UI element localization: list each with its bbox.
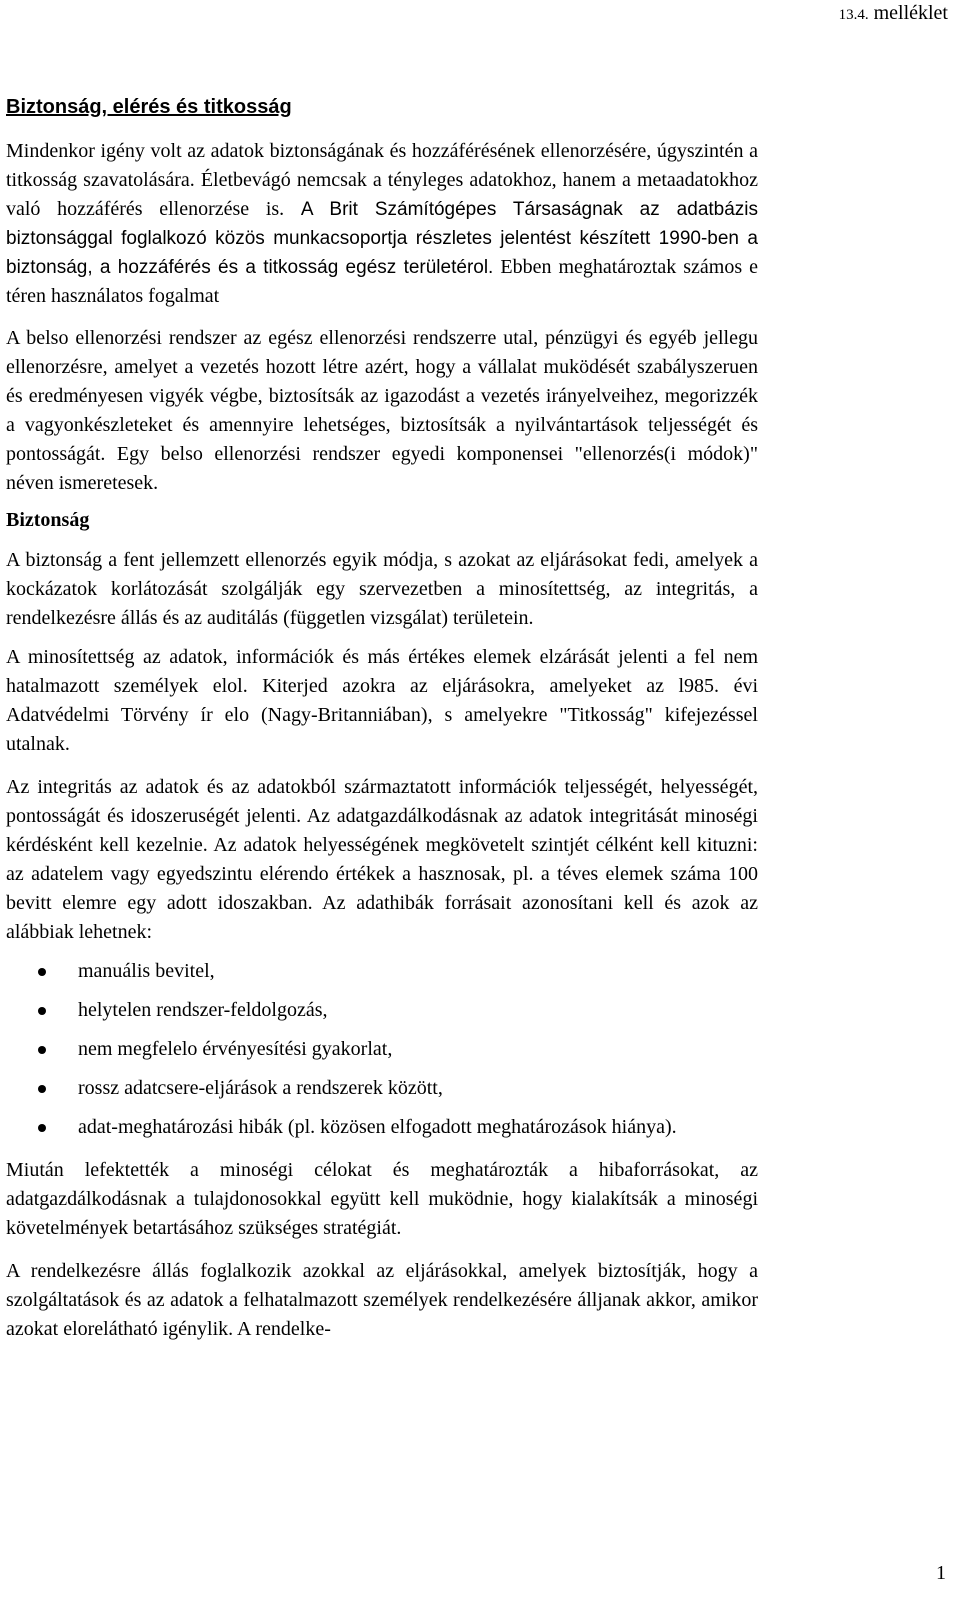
section-heading-security: Biztonság: [6, 509, 90, 531]
confidentiality-paragraph: A minosítettség az adatok, információk és más értékes elemek elzárását jelenti a fel nem hatalmazott személyek elol. Kiterjed azokra az eljárásokra, amelyeket az l985. évi Adatvédelmi Törvény ír elo (Nagy-Britanniában), s amelyekre "Titkosság" kifejezéssel utalnak.: [6, 646, 758, 755]
list-item: adat-meghatározási hibák (pl. közösen elfogadott meghatározások hiánya).: [6, 1113, 758, 1142]
bullet-icon: [38, 968, 46, 976]
internal-control-paragraph: A belso ellenorzési rendszer az egész ellenorzési rendszerre utal, pénzügyi és egyéb jellegu ellenorzésre, amelyet a vezetés hozott létre azért, hogy a vállalat muködését szabályszeruen és eredményesen vigyék végbe, biztosítsák az igazodást a vezetés irányelveihez, megorizzék a vagyonkészleteket és amennyire lehetséges, biztosítsák a nyilvántartások teljességét és pontosságát. Egy belso ellenorzési rendszer egyedi komponensei "ellenorzés(i módok)" néven ismeretesek.: [6, 327, 758, 494]
document-body: [6, 93, 758, 1344]
intro-text-tail: Ebben meghatároztak számos e téren használatos fogalmat: [6, 256, 759, 307]
intro-text-serif: Mindenkor igény volt az adatok biztonságának és hozzáférésének ellenorzésére, úgyszintén a titkosság szavatolására. Életbevágó nemcsak a tényleges adatokhoz, hanem a metaadatokhoz való hozzáférés ellenorzése is.: [6, 140, 758, 220]
list-item: nem megfelelo érvényesítési gyakorlat,: [6, 1035, 758, 1064]
list-item: helytelen rendszer-feldolgozás,: [6, 996, 758, 1025]
bullet-icon: [38, 1007, 46, 1015]
quality-strategy-paragraph: Miután lefektették a minoségi célokat és meghatározták a hibaforrásokat, az adatgazdálkodásnak a tulajdonosokkal együtt kell muködnie, hogy kialakítsák a minoségi követelmények betartásához szükséges stratégiát.: [6, 1159, 758, 1239]
document-title: Biztonság, elérés és titkosság: [6, 96, 292, 118]
integrity-paragraph: Az integritás az adatok és az adatokból származtatott információk teljességét, helyességét, pontosságát és idoszeruségét jelenti. Az adatgazdálkodásnak az adatok integritását minoségi kérdésként kell kezelnie. Az adatok helyességének megkövetelt szintjét célként kell kituzni: az adatelem vagy egyedszintu elérendo értékek a hasznosak, pl. a téves elemek száma 100 bevitt elemre egy adott idoszakban. Az adathibák forrásait azonosítani kell és azok az alábbiak lehetnek:: [6, 776, 758, 943]
list-item: manuális bevitel,: [6, 957, 758, 986]
availability-paragraph: A rendelkezésre állás foglalkozik azokkal az eljárásokkal, amelyek biztosítják, hogy a szolgáltatások és az adatok a felhatalmazott személyek rendelkezésére álljanak akkor, amikor azokat elorelátható igénylik. A rendelke-: [6, 1260, 758, 1340]
bullet-icon: [38, 1124, 46, 1132]
page-number: 1: [936, 1562, 946, 1584]
bullet-icon: [38, 1046, 46, 1054]
security-paragraph: A biztonság a fent jellemzett ellenorzés egyik módja, s azokat az eljárásokat fedi, amelyek a kockázatok korlátozását szolgálják egy szervezetben a minosítettség, az integritás, a rendelkezésre állás és az auditálás (független vizsgálat) területein.: [6, 549, 758, 629]
page-header: [839, 2, 948, 25]
annex-number: 13.4.: [838, 7, 869, 23]
annex-label: melléklet: [873, 2, 948, 24]
intro-paragraph: [6, 137, 758, 311]
error-sources-list: [6, 957, 758, 1142]
list-item: rossz adatcsere-eljárások a rendszerek között,: [6, 1074, 758, 1103]
bullet-icon: [38, 1085, 46, 1093]
intro-text-sans: A Brit Számítógépes Társaságnak az adatbázis biztonsággal foglalkozó közös munkacsoportja részletes jelentést készített 1990-ben a biztonság, a hozzáférés és a titkosság egész területérol.: [6, 199, 759, 278]
